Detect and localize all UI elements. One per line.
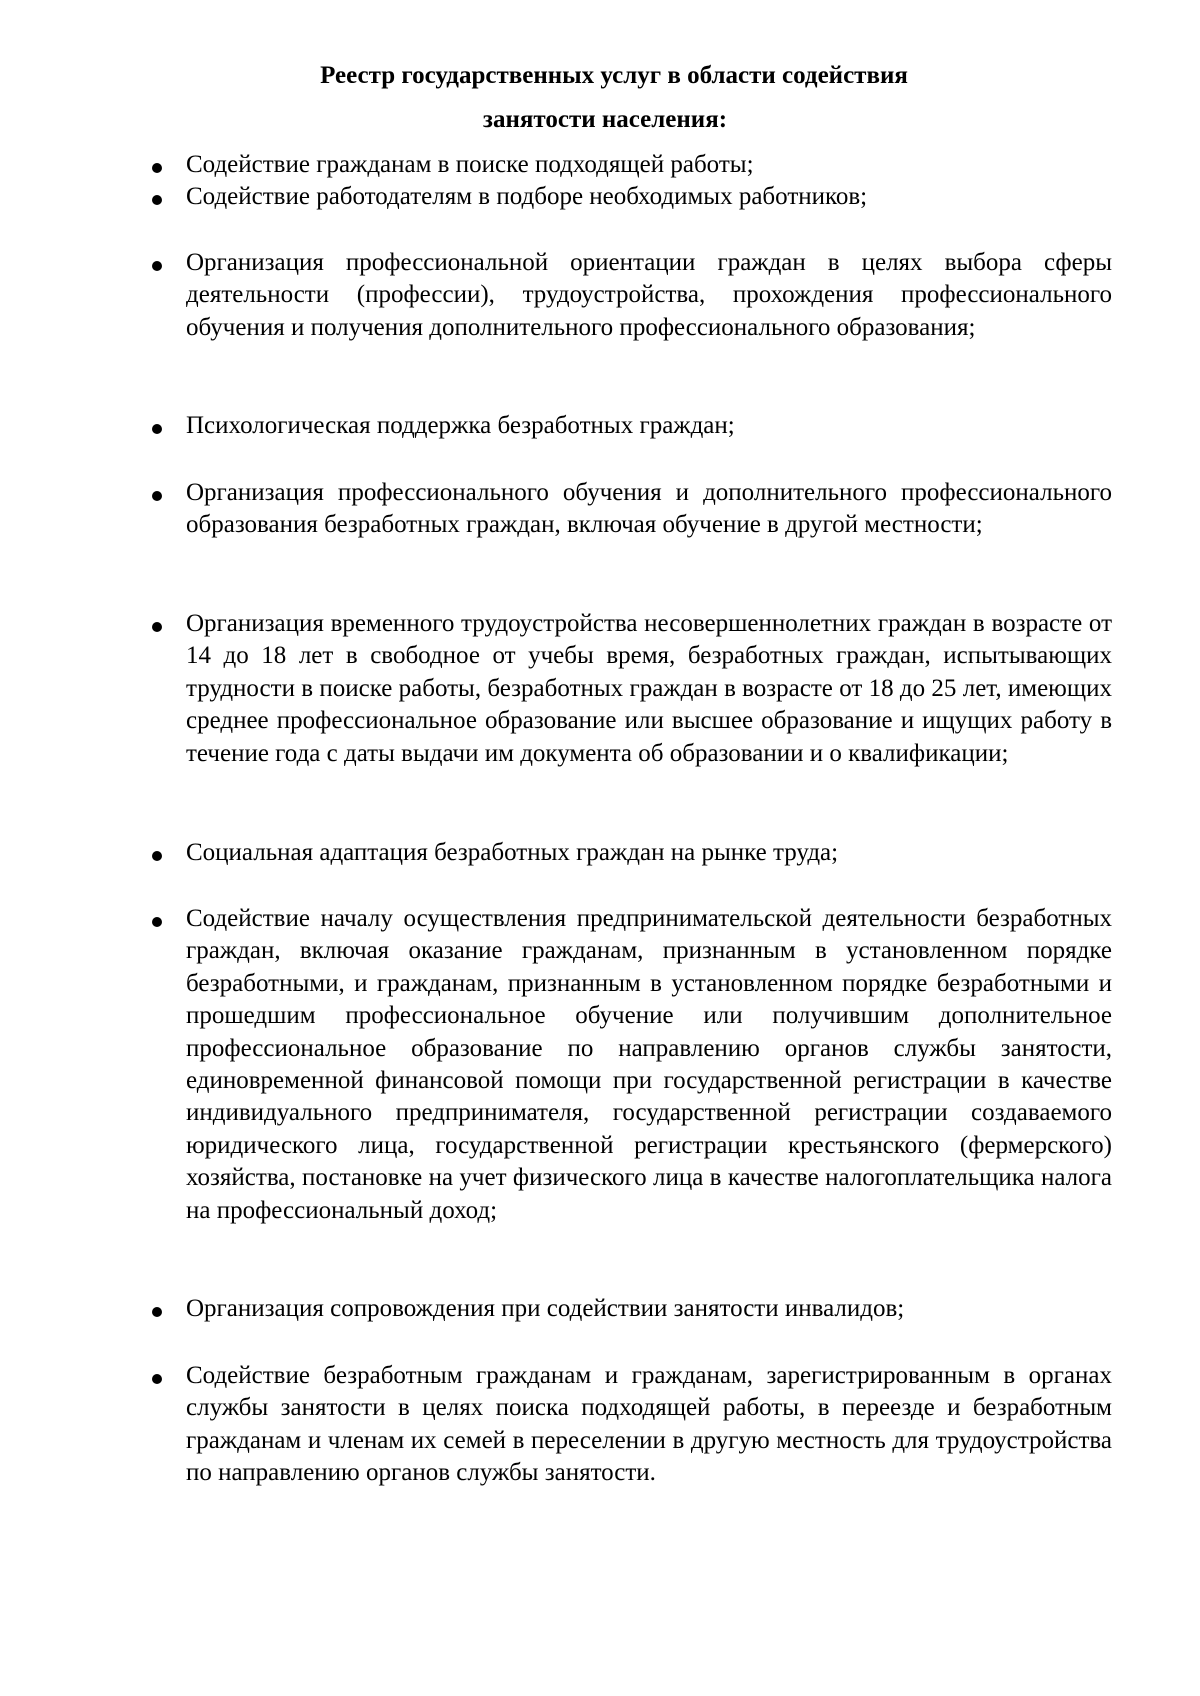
list-item: Психологическая поддержка безработных граждан;	[186, 412, 735, 439]
bullet-icon	[152, 851, 162, 861]
list-item: Содействие безработным гражданам и гражданам, зарегистрированным в органах службы занятости в целях поиска подходящей работы, в переезде и безработным гражданам и членам их семей в переселении в другую местность для трудоустройства по направлению органов службы занятости.	[186, 1362, 1112, 1487]
list-item: Организация временного трудоустройства несовершеннолетних граждан в возрасте от 14 до 18 лет в свободное от учебы время, безработных граждан, испытывающих трудности в поиске работы, безработных граждан в возрасте от 18 до 25 лет, имеющих среднее профессиональное образование или высшее образование и ищущих работу в течение года с даты выдачи им документа об образовании и о квалификации;	[186, 610, 1112, 767]
list-item: Социальная адаптация безработных граждан на рынке труда;	[186, 839, 839, 866]
bullet-icon	[152, 622, 162, 632]
document-title-line-1: Реестр государственных услуг в области содействия	[320, 62, 908, 89]
list-item: Организация профессиональной ориентации граждан в целях выбора сферы деятельности (профессии), трудоустройства, прохождения профессионального обучения и получения дополнительного профессионального образования;	[186, 249, 1112, 341]
bullet-icon	[152, 1307, 162, 1317]
bullet-icon	[152, 424, 162, 434]
list-item: Организация профессионального обучения и дополнительного профессионального образования безработных граждан, включая обучение в другой местности;	[186, 479, 1112, 539]
bullet-icon	[152, 195, 162, 205]
list-item: Содействие гражданам в поиске подходящей работы;	[186, 151, 754, 178]
bullet-icon	[152, 917, 162, 927]
list-item: Содействие работодателям в подборе необходимых работников;	[186, 183, 868, 210]
bullet-icon	[152, 163, 162, 173]
bullet-icon	[152, 1374, 162, 1384]
bullet-icon	[152, 261, 162, 271]
bullet-icon	[152, 491, 162, 501]
document-title-line-2: занятости населения:	[482, 106, 728, 133]
list-item: Содействие началу осуществления предпринимательской деятельности безработных граждан, включая оказание гражданам, признанным в установленном порядке безработными, и гражданам, признанным в установленном порядке безработными и прошедшим профессиональное обучение или получившим дополнительное профессиональное образование по направлению органов службы занятости, единовременной финансовой помощи при государственной регистрации в качестве индивидуального предпринимателя, государственной регистрации создаваемого юридического лица, государственной регистрации крестьянского (фермерского) хозяйства, постановке на учет физического лица в качестве налогоплательщика налога на профессиональный доход;	[186, 905, 1112, 1224]
list-item: Организация сопровождения при содействии занятости инвалидов;	[186, 1295, 905, 1322]
